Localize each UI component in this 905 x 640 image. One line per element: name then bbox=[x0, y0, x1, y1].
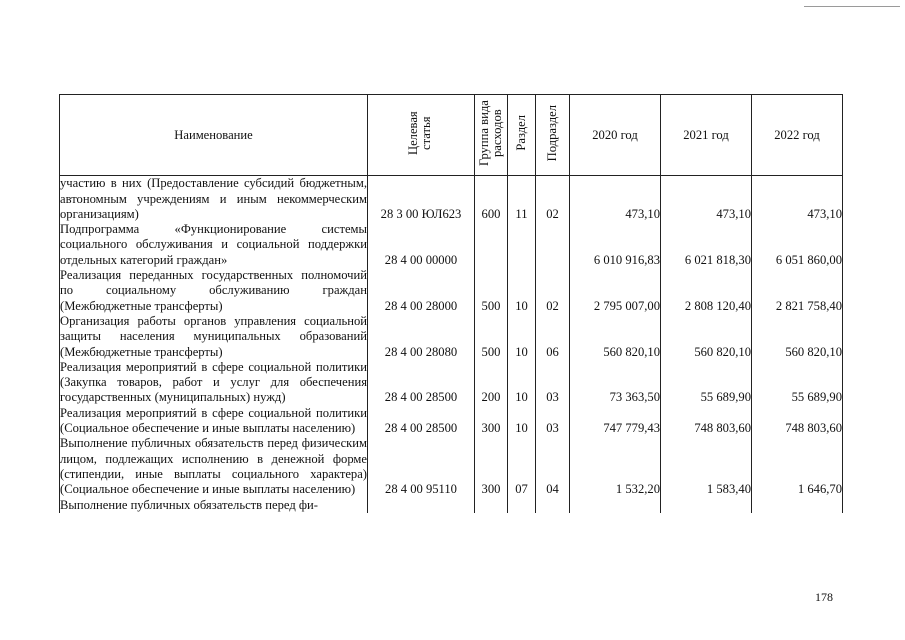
row-2021: 2 808 120,40 bbox=[661, 268, 752, 314]
row-name: Выполнение публичных обязательств перед физическим лицом, подлежащих исполнению в денежной форме (стипендии, иные выплаты социального характера) (Социальное обеспечение и иные выплаты населению) bbox=[60, 436, 367, 497]
row-section: 10 bbox=[508, 406, 536, 437]
row-name: участию в них (Предоставление субсидий бюджетным, автономным учреждениям и иным некоммерческим организациям) bbox=[60, 176, 367, 221]
row-subsection bbox=[536, 222, 570, 268]
row-section bbox=[508, 498, 536, 513]
row-section bbox=[508, 222, 536, 268]
row-group: 200 bbox=[475, 360, 508, 406]
table-row bbox=[60, 406, 843, 437]
row-2020: 2 795 007,00 bbox=[570, 268, 661, 314]
row-2022: 748 803,60 bbox=[752, 406, 843, 437]
row-target: 28 4 00 28080 bbox=[368, 314, 475, 360]
row-2020: 560 820,10 bbox=[570, 314, 661, 360]
row-group bbox=[475, 498, 508, 513]
table-row bbox=[60, 498, 843, 513]
header-section-text: Раздел bbox=[514, 115, 528, 151]
table-row bbox=[60, 222, 843, 268]
table-row bbox=[60, 436, 843, 497]
row-subsection: 02 bbox=[536, 268, 570, 314]
row-2022: 55 689,90 bbox=[752, 360, 843, 406]
header-subsection-text: Подраздел bbox=[545, 104, 559, 162]
header-section bbox=[508, 95, 536, 176]
row-2020: 473,10 bbox=[570, 176, 661, 222]
row-2021: 748 803,60 bbox=[661, 406, 752, 437]
row-2022 bbox=[752, 498, 843, 513]
row-name: Реализация мероприятий в сфере социальной политики (Закупка товаров, работ и услуг для обеспечения государственных (муниципальных) нужд) bbox=[60, 359, 367, 405]
table-row bbox=[60, 268, 843, 314]
table-header bbox=[60, 95, 843, 176]
row-subsection: 04 bbox=[536, 436, 570, 497]
row-subsection: 03 bbox=[536, 406, 570, 437]
row-group: 300 bbox=[475, 406, 508, 437]
row-2021: 1 583,40 bbox=[661, 436, 752, 497]
header-2022 bbox=[752, 95, 843, 176]
corner-rule bbox=[804, 6, 900, 7]
row-section: 10 bbox=[508, 360, 536, 406]
budget-table bbox=[59, 94, 843, 513]
row-group bbox=[475, 222, 508, 268]
row-group: 500 bbox=[475, 268, 508, 314]
row-2022: 2 821 758,40 bbox=[752, 268, 843, 314]
row-subsection: 06 bbox=[536, 314, 570, 360]
row-2021: 55 689,90 bbox=[661, 360, 752, 406]
row-target: 28 4 00 28500 bbox=[368, 360, 475, 406]
row-target: 28 4 00 28500 bbox=[368, 406, 475, 437]
row-target: 28 3 00 ЮЛ623 bbox=[368, 176, 475, 222]
row-2021 bbox=[661, 498, 752, 513]
row-2022: 6 051 860,00 bbox=[752, 222, 843, 268]
row-2020: 747 779,43 bbox=[570, 406, 661, 437]
header-2021-text: 2021 год bbox=[683, 127, 729, 142]
row-subsection: 03 bbox=[536, 360, 570, 406]
row-2022: 473,10 bbox=[752, 176, 843, 222]
row-name: Подпрограмма «Функционирование системы социального обслуживания и социальной поддержки отдельных категорий граждан» bbox=[60, 222, 367, 267]
row-target: 28 4 00 95110 bbox=[368, 436, 475, 497]
row-group: 500 bbox=[475, 314, 508, 360]
table-row bbox=[60, 176, 843, 222]
row-name: Организация работы органов управления социальной защиты населения муниципальных образований (Межбюджетные трансферты) bbox=[60, 313, 367, 359]
header-2022-text: 2022 год bbox=[774, 127, 820, 142]
header-2020 bbox=[570, 95, 661, 176]
header-target bbox=[368, 95, 475, 176]
table-body bbox=[60, 176, 843, 513]
row-2020: 1 532,20 bbox=[570, 436, 661, 497]
row-2020: 6 010 916,83 bbox=[570, 222, 661, 268]
row-name: Реализация мероприятий в сфере социальной политики (Социальное обеспечение и иные выплаты населению) bbox=[60, 405, 367, 436]
row-name: Выполнение публичных обязательств перед фи- bbox=[60, 498, 368, 513]
row-subsection: 02 bbox=[536, 176, 570, 222]
header-2021 bbox=[661, 95, 752, 176]
header-name bbox=[60, 95, 368, 176]
row-2022: 1 646,70 bbox=[752, 436, 843, 497]
row-2021: 560 820,10 bbox=[661, 314, 752, 360]
header-group-text: Группа вида расходов bbox=[477, 100, 504, 166]
row-target bbox=[368, 498, 475, 513]
row-group: 300 bbox=[475, 436, 508, 497]
row-2022: 560 820,10 bbox=[752, 314, 843, 360]
header-2020-text: 2020 год bbox=[592, 127, 638, 142]
header-target-text: Целевая статья bbox=[406, 111, 433, 155]
row-target: 28 4 00 00000 bbox=[368, 222, 475, 268]
row-section: 11 bbox=[508, 176, 536, 222]
header-name-text: Наименование bbox=[174, 127, 253, 142]
row-group: 600 bbox=[475, 176, 508, 222]
row-2020 bbox=[570, 498, 661, 513]
row-target: 28 4 00 28000 bbox=[368, 268, 475, 314]
table-row bbox=[60, 360, 843, 406]
row-name: Реализация переданных государственных полномочий по социальному обслуживанию граждан (Межбюджетные трансферты) bbox=[60, 268, 367, 313]
row-subsection bbox=[536, 498, 570, 513]
header-group bbox=[475, 95, 508, 176]
header-subsection bbox=[536, 95, 570, 176]
page-number: 178 bbox=[815, 590, 833, 604]
table-row bbox=[60, 314, 843, 360]
row-section: 10 bbox=[508, 314, 536, 360]
row-section: 07 bbox=[508, 436, 536, 497]
row-section: 10 bbox=[508, 268, 536, 314]
row-2021: 6 021 818,30 bbox=[661, 222, 752, 268]
row-2021: 473,10 bbox=[661, 176, 752, 222]
row-2020: 73 363,50 bbox=[570, 360, 661, 406]
